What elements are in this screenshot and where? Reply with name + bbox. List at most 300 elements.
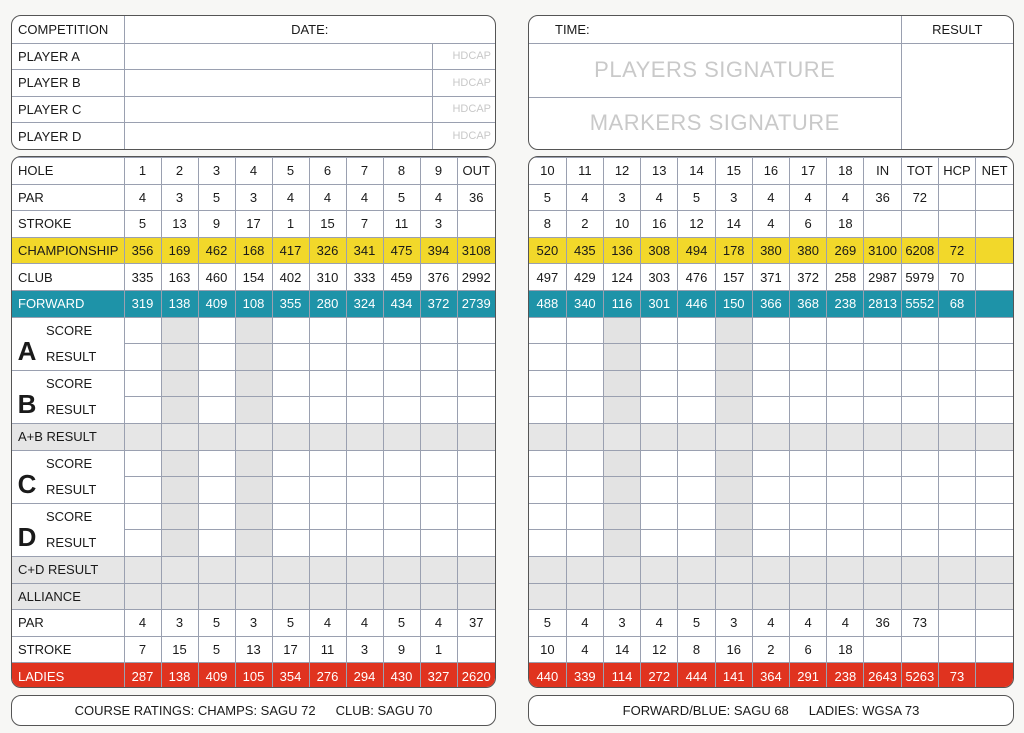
player-d-result-row-entry[interactable] <box>198 530 235 557</box>
player-d-result-row-entry[interactable] <box>346 530 383 557</box>
hole-row <box>529 158 1013 185</box>
championship-row-cell: 308 <box>641 237 678 264</box>
player-c-score-row-entry[interactable] <box>346 450 383 477</box>
ladies-par-row-cell: 5 <box>678 610 715 637</box>
player-a-result-row-entry[interactable] <box>383 344 420 371</box>
player-a-score-row-entry[interactable] <box>346 317 383 344</box>
player-b-score-row-entry[interactable] <box>198 370 235 397</box>
alliance-row-entry[interactable] <box>641 583 678 610</box>
player-b-labels <box>42 371 96 423</box>
player-a-score-row-entry[interactable] <box>309 317 346 344</box>
player-b-result-row-entry[interactable] <box>198 397 235 424</box>
hdcap-d[interactable]: HDCAP <box>433 123 495 149</box>
cd-result-row-entry[interactable] <box>235 556 272 583</box>
player-d-score-row-entry[interactable] <box>752 503 789 530</box>
player-c-score-row-entry[interactable] <box>938 450 975 477</box>
player-c-score-row-entry[interactable] <box>457 450 495 477</box>
player-d-result-row-entry[interactable] <box>383 530 420 557</box>
player-d-result-row-entry[interactable] <box>309 530 346 557</box>
ab-result-row-entry[interactable] <box>346 423 383 450</box>
player-b-result-row-entry[interactable] <box>529 397 566 424</box>
player-b-result-row-entry[interactable] <box>715 397 752 424</box>
hole-row-cell: 2 <box>161 158 198 185</box>
player-d-score-row-entry[interactable] <box>235 503 272 530</box>
player-d-result-row-entry[interactable] <box>752 530 789 557</box>
player-b-score-row-entry[interactable] <box>346 370 383 397</box>
ab-result-row-entry[interactable] <box>752 423 789 450</box>
player-a-result-row-entry[interactable] <box>529 344 566 371</box>
alliance-row-entry[interactable] <box>457 583 495 610</box>
player-a-result-row-entry[interactable] <box>938 344 975 371</box>
par-row-cell: 4 <box>346 184 383 211</box>
player-d-result-row-entry[interactable] <box>938 530 975 557</box>
player-a-result-row-entry[interactable] <box>124 344 161 371</box>
player-c-score-row-entry[interactable] <box>715 450 752 477</box>
player-c-result-row-entry[interactable] <box>457 477 495 504</box>
player-d-score-row-entry[interactable] <box>346 503 383 530</box>
cd-result-row-entry[interactable] <box>124 556 161 583</box>
player-c-score-row-entry[interactable] <box>641 450 678 477</box>
player-b-result-row-entry[interactable] <box>566 397 603 424</box>
player-b-result-row-entry[interactable] <box>235 397 272 424</box>
hole-row-cell: 7 <box>346 158 383 185</box>
cd-result-row-entry[interactable] <box>976 556 1013 583</box>
player-a-result-row-entry[interactable] <box>678 344 715 371</box>
ab-result-row-entry[interactable] <box>383 423 420 450</box>
forward-row-cell: 5552 <box>901 290 938 317</box>
players-signature-field[interactable]: PLAYERS SIGNATURE <box>529 43 901 97</box>
cd-result-row-entry[interactable] <box>383 556 420 583</box>
ladies-stroke-row-cell: 14 <box>603 636 640 663</box>
player-d-score-row-entry[interactable] <box>901 503 938 530</box>
player-b-result-row-entry[interactable] <box>901 397 938 424</box>
alliance-row-entry[interactable] <box>198 583 235 610</box>
player-d-result-row-entry[interactable] <box>124 530 161 557</box>
hdcap-a[interactable]: HDCAP <box>433 43 495 70</box>
player-a-result-row-entry[interactable] <box>790 344 827 371</box>
player-c-result-row-entry[interactable] <box>790 477 827 504</box>
player-a-score-row-entry[interactable] <box>529 317 566 344</box>
ab-result-row-entry[interactable] <box>938 423 975 450</box>
player-c-result-row-entry[interactable] <box>198 477 235 504</box>
player-d-result-row-entry[interactable] <box>641 530 678 557</box>
ab-result-row-entry[interactable] <box>529 423 566 450</box>
player-c-result-row-entry[interactable] <box>124 477 161 504</box>
player-c-result-row-entry[interactable] <box>827 477 864 504</box>
player-c-score-row-entry[interactable] <box>864 450 901 477</box>
player-d-result-row-entry[interactable] <box>790 530 827 557</box>
player-d-score-row-entry[interactable] <box>864 503 901 530</box>
ladies-stroke-row-cell <box>901 636 938 663</box>
player-a-result-row-entry[interactable] <box>161 344 198 371</box>
player-d-result-row-entry[interactable] <box>235 530 272 557</box>
player-a-score-row-entry[interactable] <box>678 317 715 344</box>
cd-result-row-entry[interactable] <box>161 556 198 583</box>
player-a-score-row-entry[interactable] <box>272 317 309 344</box>
cd-result-row-entry[interactable] <box>678 556 715 583</box>
player-b-result-row-entry[interactable] <box>383 397 420 424</box>
alliance-row-entry[interactable] <box>529 583 566 610</box>
cd-result-row-entry[interactable] <box>272 556 309 583</box>
player-c-result-row-entry[interactable] <box>272 477 309 504</box>
player-d-score-row-entry[interactable] <box>603 503 640 530</box>
player-c-result-row-entry[interactable] <box>715 477 752 504</box>
player-d-result-row-entry[interactable] <box>976 530 1013 557</box>
cd-result-row-entry[interactable] <box>566 556 603 583</box>
player-c-result-row-entry[interactable] <box>161 477 198 504</box>
player-b-result-row-entry[interactable] <box>420 397 457 424</box>
alliance-row-entry[interactable] <box>901 583 938 610</box>
player-b-score-row-entry[interactable] <box>976 370 1013 397</box>
cd-result-row-entry[interactable] <box>529 556 566 583</box>
player-c-score-row-entry[interactable] <box>678 450 715 477</box>
par-row-cell: 3 <box>161 184 198 211</box>
player-a-score-row-entry[interactable] <box>864 317 901 344</box>
club-row-cell: 157 <box>715 264 752 291</box>
alliance-row-entry[interactable] <box>827 583 864 610</box>
player-d-score-row-entry[interactable] <box>198 503 235 530</box>
cd-result-row-entry[interactable] <box>938 556 975 583</box>
player-b-score-row-entry[interactable] <box>864 370 901 397</box>
alliance-row-entry[interactable] <box>346 583 383 610</box>
player-b-result-row-entry[interactable] <box>827 397 864 424</box>
player-b-score-row-entry[interactable] <box>383 370 420 397</box>
cd-result-row-entry[interactable] <box>346 556 383 583</box>
cd-result-row-entry[interactable] <box>827 556 864 583</box>
player-b-score-row-entry[interactable] <box>715 370 752 397</box>
player-a-score-row-entry[interactable] <box>641 317 678 344</box>
player-d-result-row-entry[interactable] <box>864 530 901 557</box>
player-a-score-row-entry[interactable] <box>752 317 789 344</box>
player-b-result-row-entry[interactable] <box>678 397 715 424</box>
player-d-result-row-entry[interactable] <box>420 530 457 557</box>
player-d-score-row-entry[interactable] <box>938 503 975 530</box>
player-b-result-row-entry[interactable] <box>752 397 789 424</box>
cd-result-row-entry[interactable] <box>309 556 346 583</box>
player-d-result-row-entry[interactable] <box>715 530 752 557</box>
player-d-score-row-entry[interactable] <box>678 503 715 530</box>
alliance-row-entry[interactable] <box>235 583 272 610</box>
alliance-row-entry[interactable] <box>309 583 346 610</box>
player-d-name-field[interactable] <box>124 123 433 149</box>
player-a-score-row-entry[interactable] <box>790 317 827 344</box>
alliance-row-entry[interactable] <box>566 583 603 610</box>
cd-result-row-entry[interactable] <box>198 556 235 583</box>
player-b-result-row-entry[interactable] <box>309 397 346 424</box>
player-c-score-row-entry[interactable] <box>124 450 161 477</box>
player-a-name-field[interactable] <box>124 43 433 70</box>
player-a-result-row-entry[interactable] <box>864 344 901 371</box>
player-d-score-row-entry[interactable] <box>976 503 1013 530</box>
player-b-score-row-entry[interactable] <box>420 370 457 397</box>
player-a-score-row-entry[interactable] <box>235 317 272 344</box>
ab-result-row-entry[interactable] <box>790 423 827 450</box>
player-b-score-row-entry[interactable] <box>235 370 272 397</box>
player-b-score-row-entry[interactable] <box>272 370 309 397</box>
player-c-result-row-entry[interactable] <box>309 477 346 504</box>
player-d-score-row-entry[interactable] <box>383 503 420 530</box>
player-b-result-row-entry[interactable] <box>976 397 1013 424</box>
player-d-score-row-entry[interactable] <box>309 503 346 530</box>
ab-result-row-entry[interactable] <box>678 423 715 450</box>
player-c-score-row-entry[interactable] <box>752 450 789 477</box>
player-b-score-row-entry[interactable] <box>827 370 864 397</box>
player-d-result-row-entry[interactable] <box>161 530 198 557</box>
player-a-score-row-entry[interactable] <box>566 317 603 344</box>
player-c-result-row-entry[interactable] <box>938 477 975 504</box>
player-a-result-row-entry[interactable] <box>198 344 235 371</box>
player-a-score-row-entry[interactable] <box>603 317 640 344</box>
player-b-score-row-entry[interactable] <box>161 370 198 397</box>
player-d-score-row-entry[interactable] <box>420 503 457 530</box>
player-c-score-row <box>529 450 1013 477</box>
front-nine-table <box>12 157 495 688</box>
cd-result-row-entry[interactable] <box>790 556 827 583</box>
player-c-score-row-entry[interactable] <box>901 450 938 477</box>
player-c-result-row-entry[interactable] <box>752 477 789 504</box>
player-c-score-row-entry[interactable] <box>309 450 346 477</box>
player-c-result-row-entry[interactable] <box>678 477 715 504</box>
player-c-score-row-entry[interactable] <box>529 450 566 477</box>
alliance-row-entry[interactable] <box>715 583 752 610</box>
player-c-result-row-entry[interactable] <box>864 477 901 504</box>
player-b-result-row-entry[interactable] <box>641 397 678 424</box>
player-d-score-row-entry[interactable] <box>161 503 198 530</box>
player-d-result-row-entry[interactable] <box>457 530 495 557</box>
player-c-score-row-entry[interactable] <box>603 450 640 477</box>
player-c-score-row-entry[interactable] <box>420 450 457 477</box>
player-b-result-row-entry[interactable] <box>161 397 198 424</box>
player-d-score-row-entry[interactable] <box>529 503 566 530</box>
player-b-score-row-entry[interactable] <box>603 370 640 397</box>
alliance-row-entry[interactable] <box>420 583 457 610</box>
cd-result-row-entry[interactable] <box>715 556 752 583</box>
cd-result-row <box>529 556 1013 583</box>
player-b-score-row-entry[interactable] <box>124 370 161 397</box>
forward-row-cell: FORWARD <box>12 290 124 317</box>
ab-result-row-entry[interactable] <box>457 423 495 450</box>
ab-result-row-entry[interactable] <box>715 423 752 450</box>
cd-result-row-entry[interactable] <box>420 556 457 583</box>
player-b-score-row-entry[interactable] <box>678 370 715 397</box>
player-b-score-row-entry[interactable] <box>938 370 975 397</box>
player-c-name-field[interactable] <box>124 96 433 123</box>
ab-result-row-entry[interactable] <box>420 423 457 450</box>
player-c-result-row-entry[interactable] <box>976 477 1013 504</box>
player-b-score-row-entry[interactable] <box>901 370 938 397</box>
ab-result-row-entry[interactable] <box>901 423 938 450</box>
player-a-result-row-entry[interactable] <box>420 344 457 371</box>
cd-result-row-entry[interactable] <box>901 556 938 583</box>
ab-result-row-entry[interactable] <box>641 423 678 450</box>
player-d-score-row-entry[interactable] <box>457 503 495 530</box>
player-b-score-row-entry[interactable] <box>752 370 789 397</box>
player-c-result-row-entry[interactable] <box>566 477 603 504</box>
player-a-result-row-entry[interactable] <box>976 344 1013 371</box>
forward-row-cell: 366 <box>752 290 789 317</box>
alliance-row-entry[interactable] <box>124 583 161 610</box>
alliance-row-entry[interactable] <box>752 583 789 610</box>
player-a-result-row-entry[interactable] <box>272 344 309 371</box>
player-c-result-row-entry[interactable] <box>420 477 457 504</box>
player-d-score-row-entry[interactable] <box>124 503 161 530</box>
player-d-score-row-entry[interactable] <box>790 503 827 530</box>
club-row-cell: 371 <box>752 264 789 291</box>
player-a-result-row-entry[interactable] <box>827 344 864 371</box>
hole-row-cell: TOT <box>901 158 938 185</box>
player-c-result-row-entry[interactable] <box>603 477 640 504</box>
player-a-score-row-entry[interactable] <box>124 317 161 344</box>
player-a-score-row-entry[interactable] <box>420 317 457 344</box>
championship-row-cell: 394 <box>420 237 457 264</box>
ladies-stroke-row-cell: 7 <box>124 636 161 663</box>
player-c-score-row-entry[interactable] <box>976 450 1013 477</box>
alliance-row-entry[interactable] <box>678 583 715 610</box>
ab-result-row-entry[interactable] <box>124 423 161 450</box>
player-c-result-row-entry[interactable] <box>235 477 272 504</box>
player-a-score-row-entry[interactable] <box>383 317 420 344</box>
player-b-score-row-entry[interactable] <box>790 370 827 397</box>
player-c-score-row-entry[interactable] <box>161 450 198 477</box>
alliance-row-entry[interactable] <box>938 583 975 610</box>
player-a-score-row-entry[interactable] <box>827 317 864 344</box>
alliance-row-entry[interactable] <box>272 583 309 610</box>
player-c-result-row-entry[interactable] <box>529 477 566 504</box>
ab-result-row-entry[interactable] <box>566 423 603 450</box>
player-b-score-row-entry[interactable] <box>309 370 346 397</box>
player-b-score-row-entry[interactable] <box>566 370 603 397</box>
player-a-result-row-entry[interactable] <box>346 344 383 371</box>
player-c-score-row-entry[interactable] <box>272 450 309 477</box>
forward-row-cell: 138 <box>161 290 198 317</box>
player-b-result-row-entry[interactable] <box>864 397 901 424</box>
player-b-result-row-entry[interactable] <box>457 397 495 424</box>
player-b-score-row-entry[interactable] <box>641 370 678 397</box>
player-d-result-row-entry[interactable] <box>529 530 566 557</box>
player-c-score-row-entry[interactable] <box>198 450 235 477</box>
ladies-par-row-cell <box>976 610 1013 637</box>
ab-result-row-entry[interactable] <box>235 423 272 450</box>
player-a-score-row-entry[interactable] <box>976 317 1013 344</box>
ab-result-row-entry[interactable] <box>864 423 901 450</box>
player-a-result-row-entry[interactable] <box>641 344 678 371</box>
player-c-result-row-entry[interactable] <box>383 477 420 504</box>
alliance-row-entry[interactable] <box>790 583 827 610</box>
player-c-result-row-entry[interactable] <box>641 477 678 504</box>
alliance-row-entry[interactable] <box>864 583 901 610</box>
player-a-score-row-entry[interactable] <box>198 317 235 344</box>
player-d-result-row-entry[interactable] <box>603 530 640 557</box>
player-c-result-row-entry[interactable] <box>901 477 938 504</box>
forward-row-cell: 2739 <box>457 290 495 317</box>
player-d-score-row-entry[interactable] <box>641 503 678 530</box>
ladies-par-row-cell: 5 <box>272 610 309 637</box>
player-a-result-row-entry[interactable] <box>235 344 272 371</box>
alliance-row-entry[interactable] <box>383 583 420 610</box>
player-d-score-row-entry[interactable] <box>272 503 309 530</box>
ab-result-row-entry[interactable] <box>603 423 640 450</box>
cd-result-row-entry[interactable] <box>603 556 640 583</box>
ab-result-row-entry[interactable] <box>272 423 309 450</box>
par-row-cell: 3 <box>235 184 272 211</box>
ab-result-row-entry[interactable] <box>309 423 346 450</box>
back-nine-panel <box>528 156 1014 688</box>
player-a-result-row-entry[interactable] <box>901 344 938 371</box>
player-a-result-row-entry[interactable] <box>309 344 346 371</box>
player-a-score-row-entry[interactable] <box>715 317 752 344</box>
player-d-score-row-entry[interactable] <box>566 503 603 530</box>
alliance-row-entry[interactable] <box>161 583 198 610</box>
player-c-score-row-entry[interactable] <box>383 450 420 477</box>
ab-result-row-entry[interactable] <box>827 423 864 450</box>
ladies-row-cell: 2620 <box>457 663 495 688</box>
player-c-score-row-entry[interactable] <box>566 450 603 477</box>
player-b-result-row-entry[interactable] <box>603 397 640 424</box>
ab-result-row-entry[interactable] <box>976 423 1013 450</box>
cd-result-row-entry[interactable] <box>752 556 789 583</box>
player-d-result-row-entry[interactable] <box>901 530 938 557</box>
player-a-result-row-entry[interactable] <box>715 344 752 371</box>
player-b-score-row-entry[interactable] <box>457 370 495 397</box>
player-d-result-row-entry[interactable] <box>827 530 864 557</box>
alliance-row-entry[interactable] <box>603 583 640 610</box>
ab-result-row-entry[interactable] <box>161 423 198 450</box>
ladies-par-row-cell: 5 <box>383 610 420 637</box>
cd-result-row-entry[interactable] <box>864 556 901 583</box>
ladies-stroke-row-cell: 15 <box>161 636 198 663</box>
player-a-result-row-entry[interactable] <box>457 344 495 371</box>
player-d-score-row-entry[interactable] <box>715 503 752 530</box>
hdcap-c[interactable]: HDCAP <box>433 96 495 123</box>
player-a-score-row-entry[interactable] <box>161 317 198 344</box>
player-c-result-row-entry[interactable] <box>346 477 383 504</box>
result-field[interactable] <box>901 43 1013 149</box>
player-d-result-row-entry[interactable] <box>678 530 715 557</box>
player-c-score-row-entry[interactable] <box>827 450 864 477</box>
player-d-score-row-entry[interactable] <box>827 503 864 530</box>
player-c-label: PLAYER C <box>12 96 124 123</box>
player-a-score-row-entry[interactable] <box>457 317 495 344</box>
markers-signature-field[interactable]: MARKERS SIGNATURE <box>529 97 901 149</box>
player-c-score-row-entry[interactable] <box>790 450 827 477</box>
par-row-cell: 5 <box>383 184 420 211</box>
player-b-score-row-entry[interactable] <box>529 370 566 397</box>
player-b-result-row-entry[interactable] <box>124 397 161 424</box>
club-row-cell: 2992 <box>457 264 495 291</box>
player-c-score-row-entry[interactable] <box>235 450 272 477</box>
player-b-result-row-entry[interactable] <box>346 397 383 424</box>
cd-result-row-entry[interactable] <box>457 556 495 583</box>
hdcap-b[interactable]: HDCAP <box>433 70 495 97</box>
player-a-result-row-entry[interactable] <box>752 344 789 371</box>
player-a-score-row-entry[interactable] <box>901 317 938 344</box>
player-b-result-row-entry[interactable] <box>938 397 975 424</box>
cd-result-row-entry[interactable] <box>641 556 678 583</box>
player-a-score-row-entry[interactable] <box>938 317 975 344</box>
player-a-result-row-entry[interactable] <box>566 344 603 371</box>
player-d-result-row-entry[interactable] <box>272 530 309 557</box>
alliance-row-entry[interactable] <box>976 583 1013 610</box>
player-b-result-row-entry[interactable] <box>272 397 309 424</box>
player-d-result-row-entry[interactable] <box>566 530 603 557</box>
player-a-result-row-entry[interactable] <box>603 344 640 371</box>
championship-row-cell: 72 <box>938 237 975 264</box>
player-b-result-row-entry[interactable] <box>790 397 827 424</box>
player-d-score-row <box>529 503 1013 530</box>
ab-result-row-entry[interactable] <box>198 423 235 450</box>
ladies-par-row-cell: 4 <box>790 610 827 637</box>
player-b-name-field[interactable] <box>124 70 433 97</box>
